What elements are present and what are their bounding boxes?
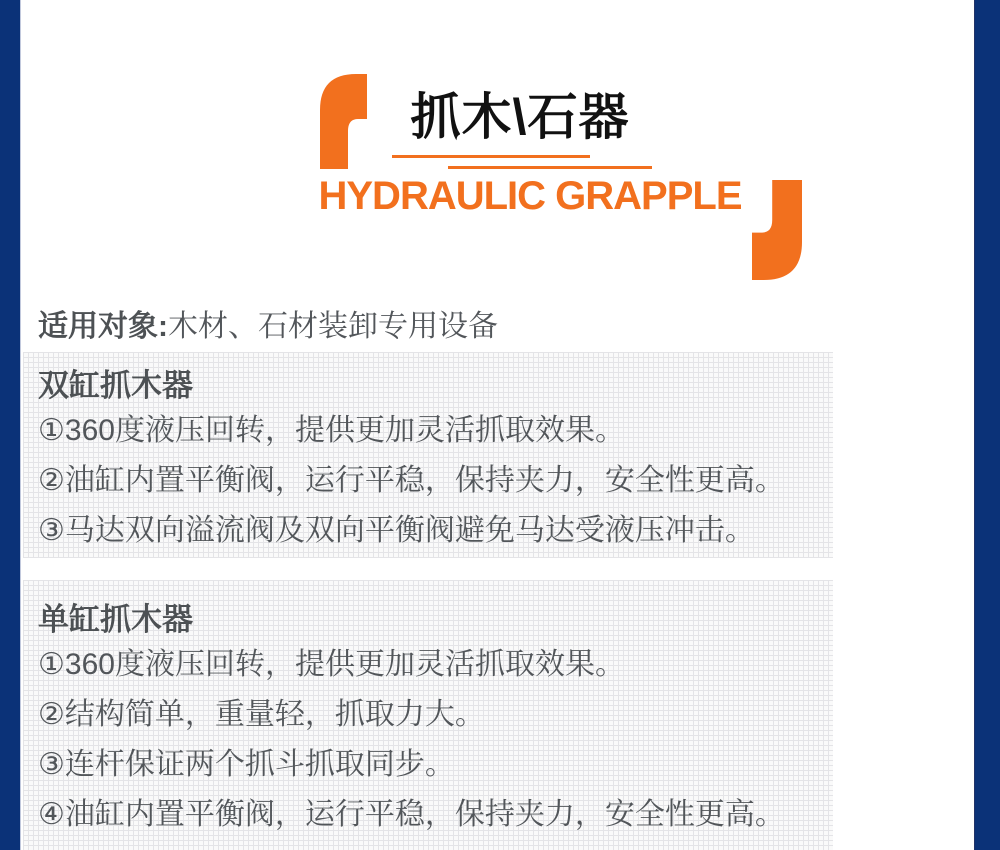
feature-item: ②结构简单，重量轻，抓取力大。 xyxy=(38,698,485,731)
section-single-cylinder-grapple xyxy=(23,580,833,850)
close-quote-icon xyxy=(752,180,802,280)
title-underline-1 xyxy=(392,155,590,158)
page-title: 抓木\石器 xyxy=(410,89,630,145)
section-double-cylinder-grapple xyxy=(23,352,833,558)
feature-item: ①360度液压回转，提供更加灵活抓取效果。 xyxy=(38,414,625,447)
intro-text: 木材、石材装卸专用设备 xyxy=(168,310,498,343)
intro-label: 适用对象: xyxy=(38,310,168,343)
right-border-strip xyxy=(975,0,1000,850)
feature-item: ③马达双向溢流阀及双向平衡阀避免马达受液压冲击。 xyxy=(38,514,755,547)
feature-item: ①360度液压回转，提供更加灵活抓取效果。 xyxy=(38,648,625,681)
title-underline-2 xyxy=(448,166,652,169)
open-quote-icon xyxy=(320,74,367,169)
page-subtitle: HYDRAULIC GRAPPLE xyxy=(318,174,742,218)
section-heading: 双缸抓木器 xyxy=(38,368,193,403)
intro-line xyxy=(38,308,498,346)
feature-item: ③连杆保证两个抓斗抓取同步。 xyxy=(38,748,455,781)
feature-item: ④油缸内置平衡阀，运行平稳，保持夹力，安全性更高。 xyxy=(38,798,785,831)
section-heading: 单缸抓木器 xyxy=(38,602,193,637)
feature-item: ②油缸内置平衡阀，运行平稳，保持夹力，安全性更高。 xyxy=(38,464,785,497)
left-border-strip xyxy=(0,0,20,850)
